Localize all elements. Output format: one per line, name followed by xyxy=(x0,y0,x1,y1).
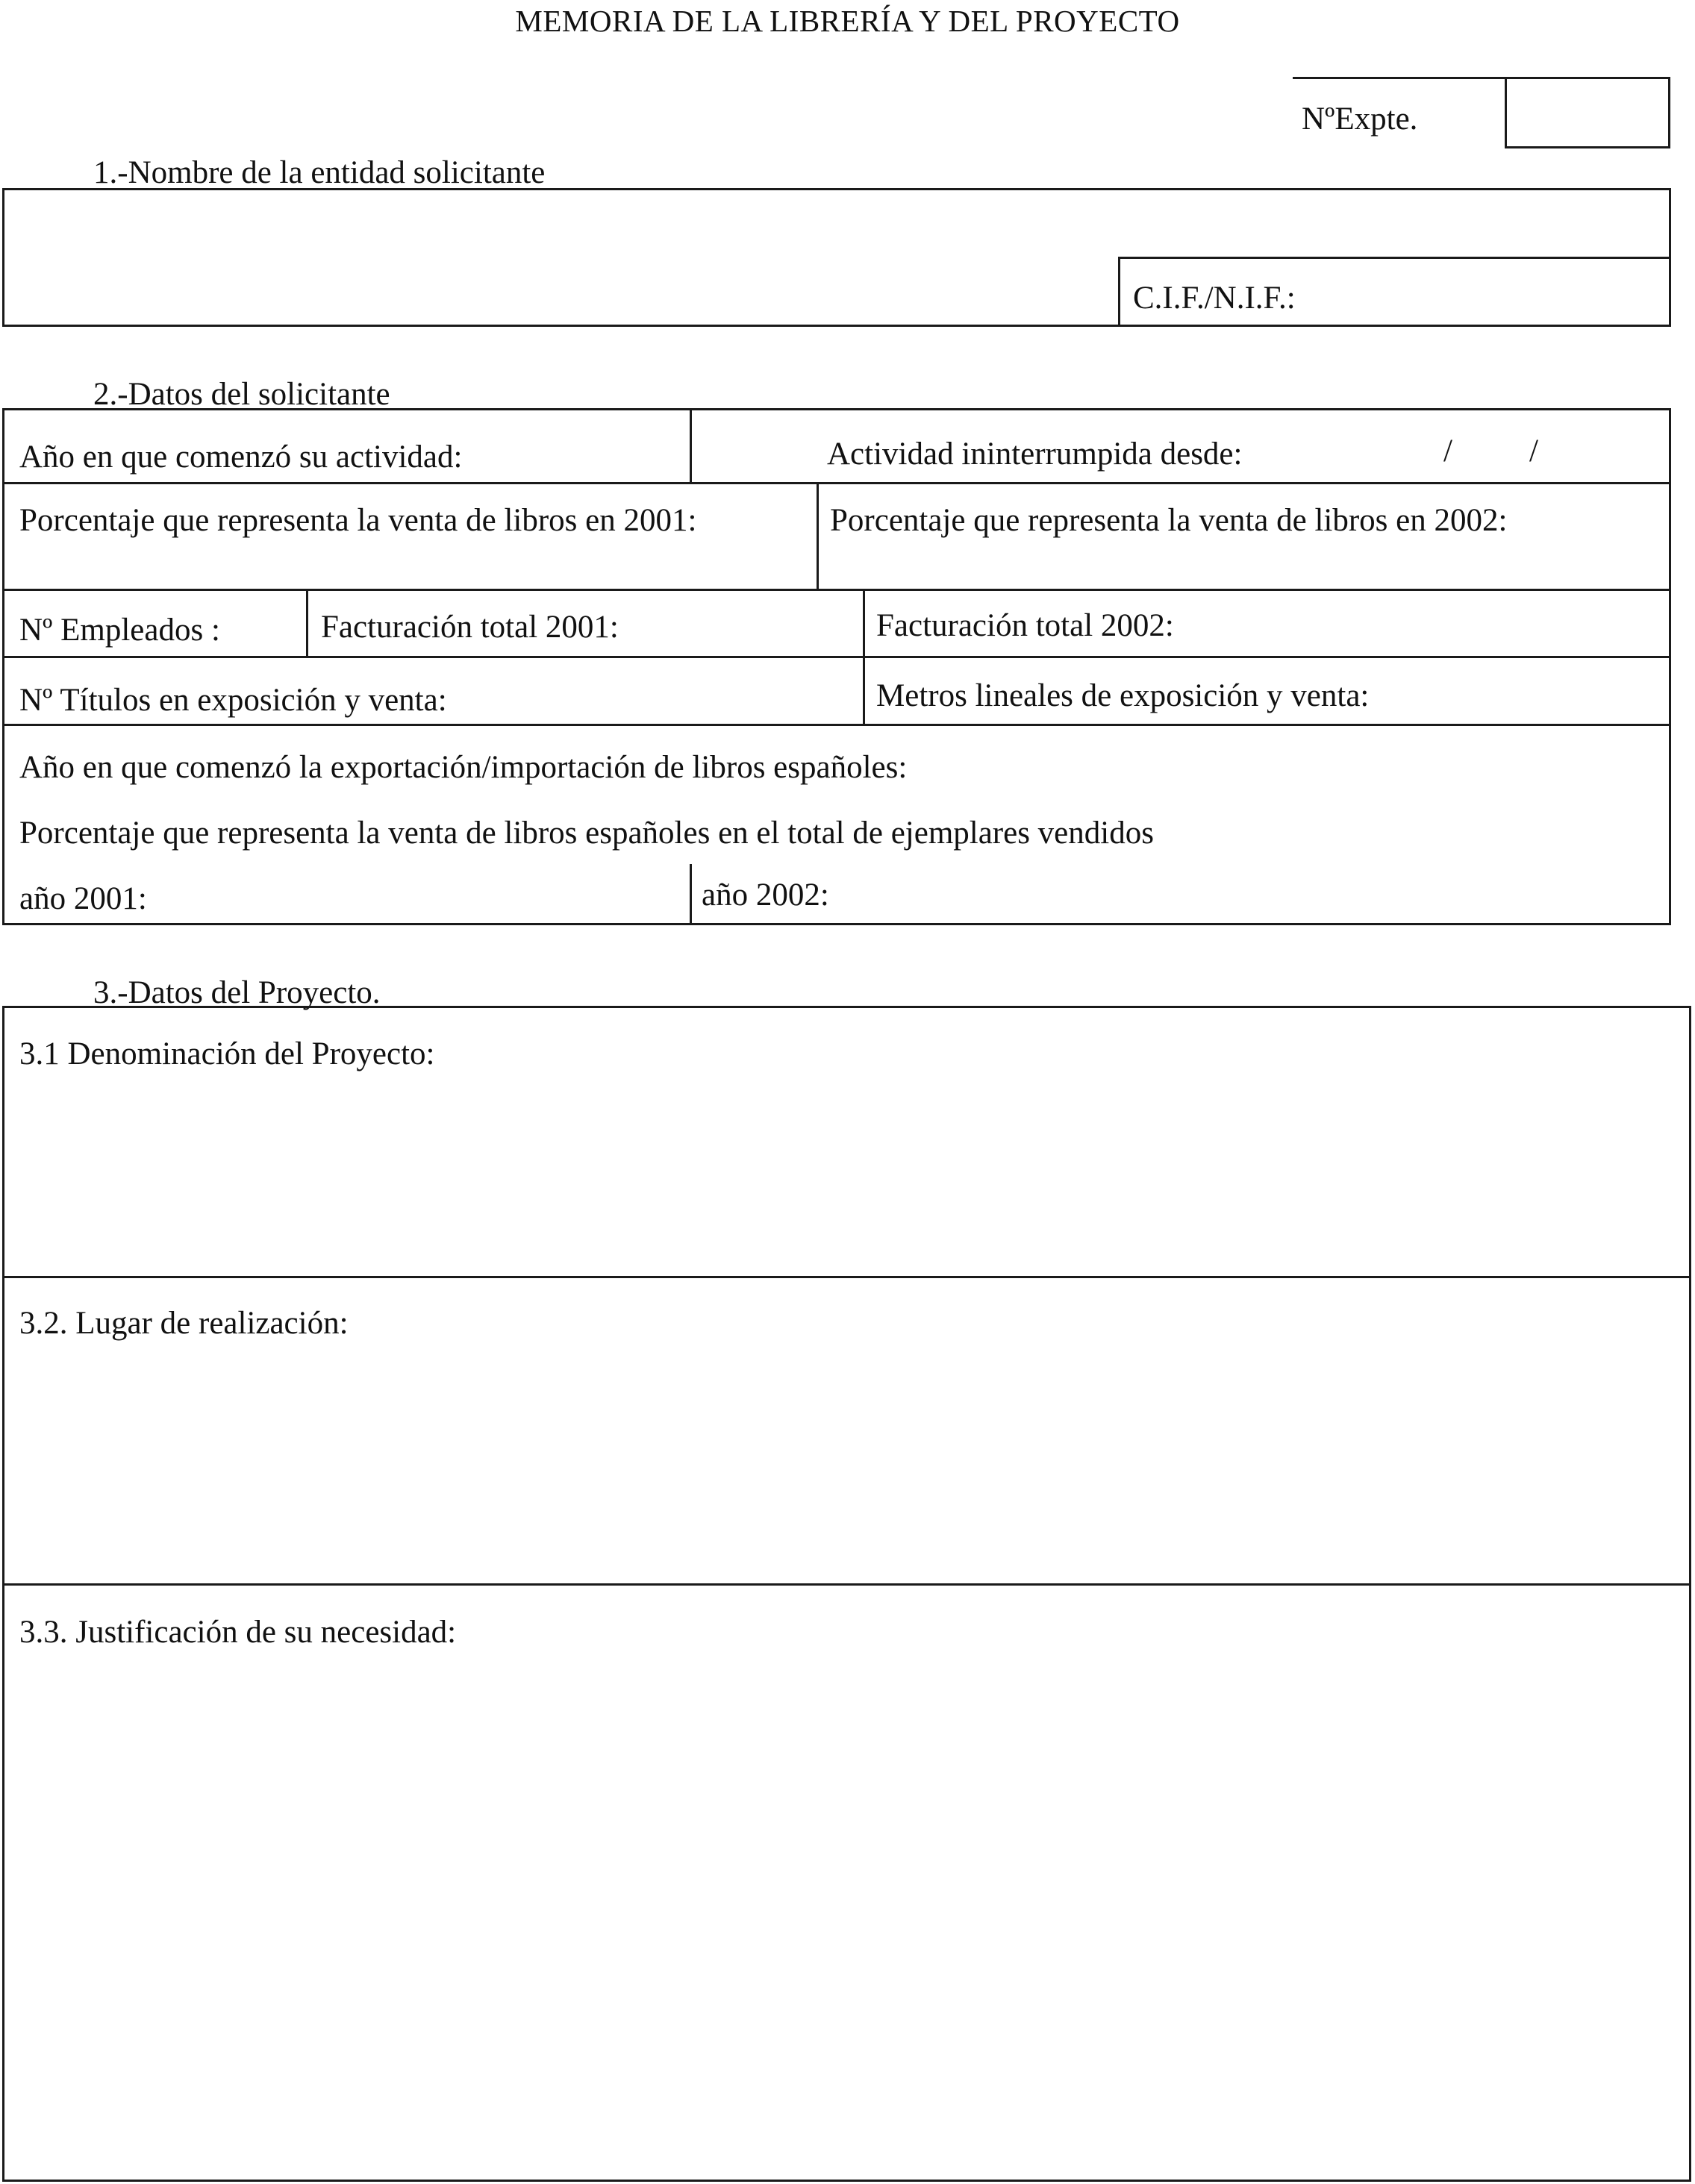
export-import-start-year-cell[interactable]: Año en que comenzó la exportación/importación de libros españoles: xyxy=(19,750,908,785)
section2-heading: 2.-Datos del solicitante xyxy=(93,377,390,412)
linear-meters-cell[interactable]: Metros lineales de exposición y venta: xyxy=(876,678,1370,713)
date-separator: / xyxy=(1443,434,1452,469)
expediente-label: NºExpte. xyxy=(1302,101,1418,137)
activity-start-year-cell[interactable]: Año en que comenzó su actividad: xyxy=(19,439,463,475)
justification-label: 3.3. Justificación de su necesidad: xyxy=(19,1615,457,1650)
page-title: MEMORIA DE LA LIBRERÍA Y DEL PROYECTO xyxy=(515,4,1180,38)
section1-heading: 1.-Nombre de la entidad solicitante xyxy=(93,155,546,190)
expediente-field[interactable] xyxy=(1509,80,1666,146)
titles-cell[interactable]: Nº Títulos en exposición y venta: xyxy=(19,683,447,718)
section3-heading: 3.-Datos del Proyecto. xyxy=(93,975,381,1010)
entity-name-box xyxy=(2,188,1671,327)
cif-field[interactable] xyxy=(1370,262,1669,323)
cif-label: C.I.F./N.I.F.: xyxy=(1133,281,1296,316)
applicant-data-table xyxy=(2,408,1671,925)
entity-name-field[interactable] xyxy=(9,195,1114,320)
year-2001-cell[interactable]: año 2001: xyxy=(19,881,147,916)
project-data-box xyxy=(2,1006,1691,2182)
book-sales-pct-2001-cell[interactable]: Porcentaje que representa la venta de libros en 2001: xyxy=(19,503,697,538)
turnover-2001-cell[interactable]: Facturación total 2001: xyxy=(321,610,619,645)
location-field[interactable] xyxy=(7,1351,1687,1583)
uninterrupted-activity-cell[interactable]: Actividad ininterrumpida desde: xyxy=(827,437,1243,472)
employees-cell[interactable]: Nº Empleados : xyxy=(19,613,220,648)
book-sales-pct-2002-cell[interactable]: Porcentaje que representa la venta de libros en 2002: xyxy=(830,503,1508,538)
turnover-2002-cell[interactable]: Facturación total 2002: xyxy=(876,608,1174,643)
location-label: 3.2. Lugar de realización: xyxy=(19,1306,349,1341)
year-2002-cell[interactable]: año 2002: xyxy=(702,877,829,913)
project-name-field[interactable] xyxy=(7,1080,1687,1274)
expediente-box xyxy=(1293,77,1670,148)
justification-field[interactable] xyxy=(7,1662,1687,2177)
spanish-books-pct-label: Porcentaje que representa la venta de libros españoles en el total de ejemplares vendidos xyxy=(19,816,1154,851)
date-separator: / xyxy=(1529,434,1538,469)
project-name-label: 3.1 Denominación del Proyecto: xyxy=(19,1036,435,1071)
